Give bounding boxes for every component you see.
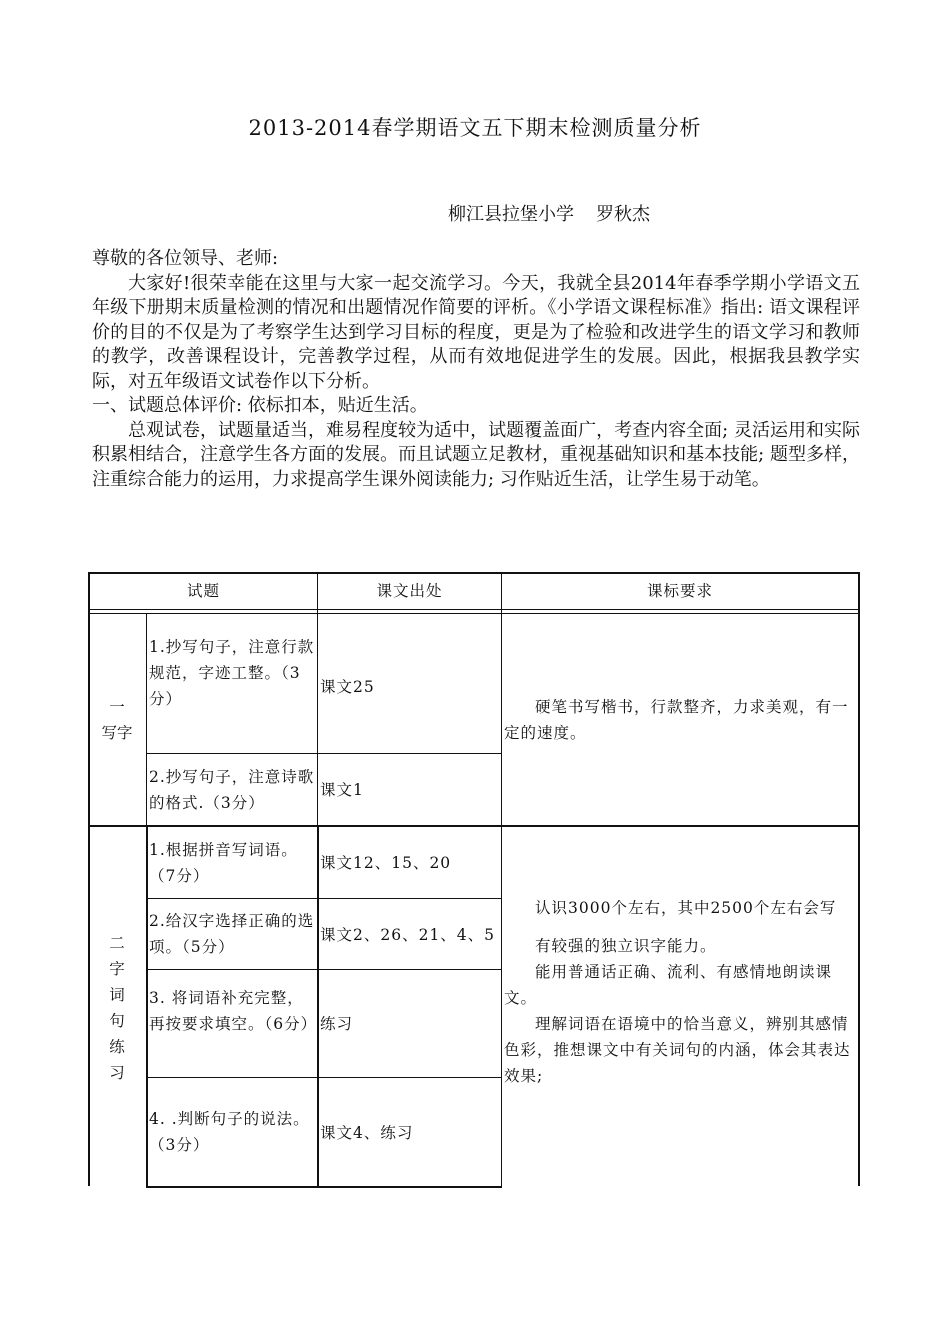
question-cell: 4. .判断句子的说法。（3分） — [149, 1110, 310, 1154]
section-1-number: 一 — [109, 698, 125, 716]
salutation: 尊敬的各位领导、老师: — [92, 248, 279, 269]
author-line — [448, 200, 650, 226]
source-cell: 课文12、15、20 — [320, 854, 452, 872]
question-cell: 3. 将词语补充完整，再按要求填空。（6分） — [149, 989, 318, 1033]
author-school: 柳江县拉堡小学 — [448, 204, 574, 225]
header-source: 课文出处 — [376, 582, 443, 600]
section-2-name: 字词句练习 — [109, 960, 125, 1082]
requirement-line: 有较强的独立识字能力。 — [535, 937, 717, 955]
source-cell: 课文1 — [320, 781, 364, 799]
intro-paragraph: 大家好!很荣幸能在这里与大家一起交流学习。今天，我就全县2014年春季学期小学语文五年级下册期末质量检测的情况和出题情况作简要的评析。《小学语文课程标准》指出: 语文课程评价的目的不仅是为了考察学生达到学习目标的程度，更是为了检验和改进学生的语文学习和教师的教学，改善课程设计，完善教学过程，从而有效地促进学生的发展。因此，根据我县教学实际，对五年级语文试卷作以下分析。 — [92, 272, 860, 392]
section-heading-1: 一、试题总体评价: 依标扣本，贴近生活。 — [92, 395, 428, 416]
header-question: 试题 — [186, 582, 220, 600]
author-name: 罗秋杰 — [596, 204, 650, 225]
source-cell: 练习 — [320, 1015, 354, 1033]
document-title: 2013-2014春学期语文五下期末检测质量分析 — [248, 116, 702, 140]
question-cell: 2.抄写句子，注意诗歌的格式.（3分） — [149, 768, 315, 812]
header-requirement: 课标要求 — [646, 582, 713, 600]
source-cell: 课文4、练习 — [320, 1124, 414, 1142]
requirement-cell — [504, 895, 856, 1089]
section-2-number: 二 — [109, 934, 125, 952]
overview-paragraph: 总观试卷，试题量适当，难易程度较为适中，试题覆盖面广，考查内容全面; 灵活运用和实际积累相结合，注意学生各方面的发展。而且试题立足教材，重视基础知识和基本技能; 题型多样，注重综合能力的运用，力求提高学生课外阅读能力; 习作贴近生活，让学生易于动笔。 — [92, 419, 860, 490]
section-1-name: 写字 — [101, 724, 133, 742]
requirement-cell: 硬笔书写楷书，行款整齐，力求美观，有一定的速度。 — [504, 698, 849, 742]
document-body — [92, 247, 860, 492]
question-cell: 2.给汉字选择正确的选项。（5分） — [149, 912, 315, 956]
requirement-line: 能用普通话正确、流利、有感情地朗读课文。 — [504, 963, 833, 1007]
source-cell: 课文25 — [320, 678, 375, 696]
section-1-label — [97, 694, 137, 746]
question-cell: 1.抄写句子，注意行款规范，字迹工整。（3分） — [149, 638, 315, 708]
source-cell: 课文2、26、21、4、5 — [320, 926, 496, 944]
section-2-label — [97, 930, 137, 1086]
question-cell: 1.根据拼音写词语。（7分） — [149, 841, 298, 885]
requirement-line: 认识3000个左右，其中2500个左右会写 — [535, 899, 837, 917]
requirement-line: 理解词语在语境中的恰当意义，辨别其感情色彩，推想课文中有关词句的内涵，体会其表达效果; — [504, 1015, 851, 1085]
